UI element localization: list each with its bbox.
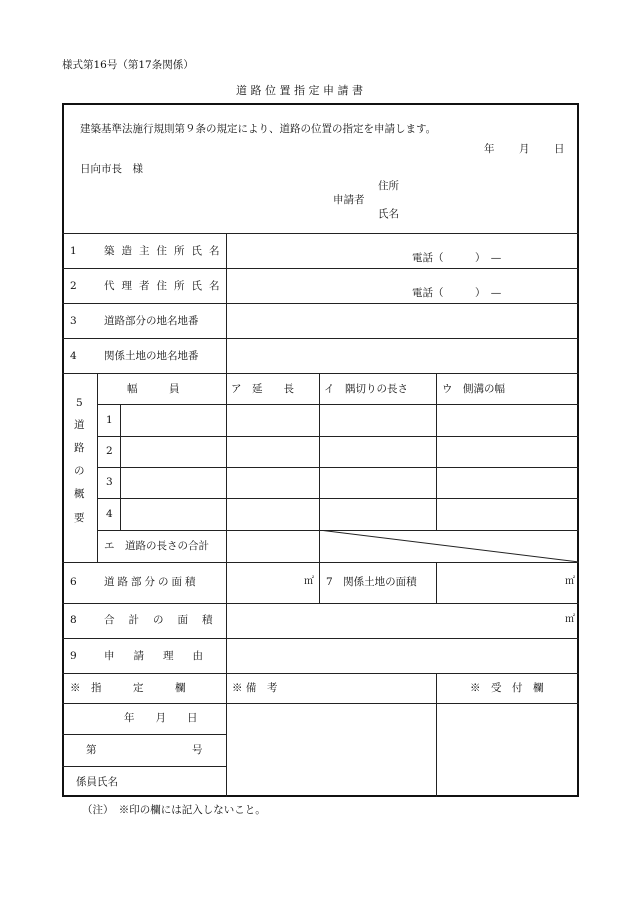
row2-label: 代理者住所氏名 (104, 280, 227, 292)
row2-phone: 電話（ ） — (412, 287, 502, 299)
road-row-num-1: 1 (106, 414, 113, 426)
row6-unit: ㎡ (304, 576, 314, 587)
divider-road-header (97, 404, 579, 405)
reception-header: ※ 受 付 欄 (470, 682, 544, 694)
row6-label: 道路部分の面積 (104, 576, 199, 588)
vline-values (226, 373, 227, 703)
divider-road-3 (97, 498, 579, 499)
col-c-header: ウ 側溝の幅 (442, 383, 505, 395)
col-b-header: イ 隅切りの長さ (324, 383, 408, 395)
road-section-char-2: 路 (74, 442, 85, 454)
row7-unit: ㎡ (565, 576, 575, 587)
vline-col-b (319, 373, 320, 603)
footnote: （注） ※印の欄には記入しないこと。 (82, 804, 266, 816)
divider-road-2 (97, 467, 579, 468)
date-month: 月 (519, 143, 530, 155)
road-row-num-2: 2 (106, 445, 113, 457)
remarks-header: ※ 備 考 (232, 682, 278, 694)
col-width-header: 幅 員 (127, 383, 180, 395)
row7-label: 7 関係土地の面積 (326, 576, 417, 588)
diagonal-strike (319, 530, 579, 562)
row4-label: 関係土地の地名地番 (104, 350, 199, 362)
row8-label: 合計の面積 (104, 614, 227, 626)
row1-number: 1 (70, 245, 77, 257)
road-section-char-1: 道 (74, 419, 85, 431)
vline-reception (436, 673, 437, 797)
divider-row2 (62, 303, 579, 304)
divider-header (62, 233, 579, 234)
road-section-char-5: 要 (74, 512, 85, 524)
row1-label: 築造主住所氏名 (104, 245, 227, 257)
officer-name-label: 係員氏名 (76, 776, 118, 788)
form-title: 道 路 位 置 指 定 申 請 書 (236, 84, 363, 97)
row1-phone: 電話（ ） — (412, 252, 502, 264)
date-day: 日 (554, 143, 565, 155)
applicant-label: 申請者 (333, 194, 365, 206)
divider-date (62, 734, 226, 735)
designation-no-first: 第 (86, 744, 97, 756)
statement-text: 建築基準法施行規則第９条の規定により、道路の位置の指定を申請します。 (80, 123, 437, 135)
divider-row6 (62, 603, 579, 604)
date-year: 年 (484, 143, 495, 155)
road-row-num-3: 3 (106, 476, 113, 488)
divider-row1 (62, 268, 579, 269)
name-label: 氏名 (378, 208, 399, 220)
row9-number: 9 (70, 650, 77, 662)
divider-row3 (62, 338, 579, 339)
divider-bottom-header (62, 703, 579, 704)
road-section-char-3: の (74, 465, 85, 477)
designation-date: 年 月 日 (124, 712, 198, 724)
road-section-number: 5 (76, 397, 83, 409)
divider-row9 (62, 673, 579, 674)
address-label: 住所 (378, 180, 399, 192)
vline-road-num (120, 404, 121, 530)
road-row-num-4: 4 (106, 508, 113, 520)
row3-label: 道路部分の地名地番 (104, 315, 199, 327)
row8-number: 8 (70, 614, 77, 626)
row4-number: 4 (70, 350, 77, 362)
row2-number: 2 (70, 280, 77, 292)
vline-road-section (97, 373, 98, 562)
row9-label: 申請理由 (104, 650, 222, 662)
designation-no-last: 号 (192, 744, 203, 756)
road-total-label: エ 道路の長さの合計 (104, 540, 209, 552)
vline-bottom-left (226, 703, 227, 797)
row8-unit: ㎡ (565, 614, 575, 625)
row3-number: 3 (70, 315, 77, 327)
addressee: 日向市長 様 (80, 163, 143, 175)
col-a-header: ア 延 長 (231, 383, 294, 395)
divider-row4 (62, 373, 579, 374)
divider-row8 (62, 638, 579, 639)
row6-number: 6 (70, 576, 77, 588)
form-number: 様式第16号（第17条関係） (62, 59, 194, 71)
divider-road-1 (97, 436, 579, 437)
designation-header: ※ 指 定 欄 (70, 682, 186, 694)
vline-col-c (436, 373, 437, 530)
divider-road-total (62, 562, 579, 563)
road-section-char-4: 概 (74, 488, 85, 500)
vline-row7-value (436, 562, 437, 603)
divider-number (62, 766, 226, 767)
